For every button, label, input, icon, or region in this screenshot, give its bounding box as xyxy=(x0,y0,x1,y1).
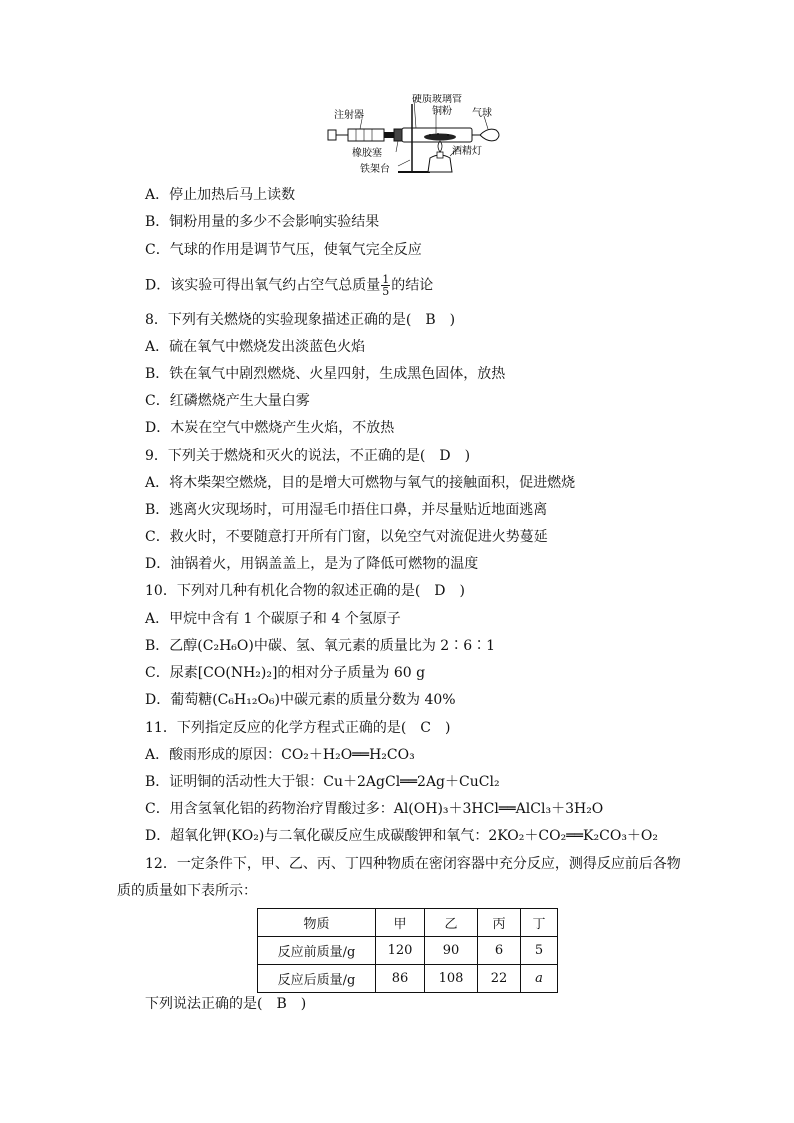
table-cell: 108 xyxy=(425,965,478,993)
table-header-row xyxy=(258,909,558,937)
q11-option-a: A．酸雨形成的原因：CO₂＋H₂O══H₂CO₃ xyxy=(145,747,415,763)
syringe-label: 注射器 xyxy=(334,110,364,121)
mass-table xyxy=(257,908,558,993)
copper-label: 铜粉 xyxy=(432,106,452,117)
q8-option-c: C．红磷燃烧产生大量白雾 xyxy=(145,393,310,409)
q8-option-d: D．木炭在空气中燃烧产生火焰，不放热 xyxy=(145,420,395,436)
q10-stem: 10．下列对几种有机化合物的叙述正确的是( D ) xyxy=(145,583,465,599)
apparatus-diagram xyxy=(318,94,502,180)
q11-option-d: D．超氧化钾(KO₂)与二氧化碳反应生成碳酸钾和氧气：2KO₂＋CO₂══K₂CO₃＋O₂ xyxy=(145,828,659,844)
table-header-cell: 丁 xyxy=(521,909,558,937)
syringe-icon xyxy=(328,129,394,141)
table-cell: 反应前质量/g xyxy=(258,937,376,965)
q7-option-d-text: D．该实验可得出氧气约占空气总质量 xyxy=(145,277,381,294)
alcohol-lamp-icon xyxy=(428,141,452,172)
q12-question: 下列说法正确的是( B ) xyxy=(145,996,307,1012)
q7-option-a: A．停止加热后马上读数 xyxy=(145,187,296,203)
q8-option-b: B．铁在氧气中剧烈燃烧、火星四射，生成黑色固体，放热 xyxy=(145,366,506,382)
q9-option-d: D．油锅着火，用锅盖盖上，是为了降低可燃物的温度 xyxy=(145,556,479,572)
q9-option-b: B．逃离火灾现场时，可用湿毛巾捂住口鼻，并尽量贴近地面逃离 xyxy=(145,502,548,518)
lamp-label: 酒精灯 xyxy=(452,146,482,157)
q11-option-c: C．用含氢氧化铝的药物治疗胃酸过多：Al(OH)₃＋3HCl══AlCl₃＋3H₂O xyxy=(145,801,604,817)
table-cell: 5 xyxy=(521,937,558,965)
table-header-cell: 丙 xyxy=(478,909,521,937)
q7-option-d-tail: 的结论 xyxy=(391,277,434,294)
fraction xyxy=(381,274,390,297)
q7-option-d xyxy=(145,274,433,297)
table-cell: 6 xyxy=(478,937,521,965)
q12-stem-line2: 质的质量如下表所示： xyxy=(117,883,257,899)
balloon-label: 气球 xyxy=(472,108,492,119)
q7-option-b: B．铜粉用量的多少不会影响实验结果 xyxy=(145,214,380,230)
q7-option-c: C．气球的作用是调节气压，使氧气完全反应 xyxy=(145,242,422,258)
q10-option-d: D．葡萄糖(C₆H₁₂O₆)中碳元素的质量分数为 40% xyxy=(145,692,456,708)
fraction-denominator: 5 xyxy=(382,285,390,298)
table-cell: 反应后质量/g xyxy=(258,965,376,993)
q12-stem-line1: 12．一定条件下，甲、乙、丙、丁四种物质在密闭容器中充分反应，测得反应前后各物 xyxy=(145,856,681,872)
stopper-label: 橡胶塞 xyxy=(352,148,382,159)
q10-option-a: A．甲烷中含有 1 个碳原子和 4 个氢原子 xyxy=(145,611,401,627)
table-header-cell: 乙 xyxy=(425,909,478,937)
q9-stem: 9．下列关于燃烧和灭火的说法，不正确的是( D ) xyxy=(145,448,471,464)
q9-option-c: C．救火时，不要随意打开所有门窗，以免空气对流促进火势蔓延 xyxy=(145,529,548,545)
table-header-cell: 物质 xyxy=(258,909,376,937)
q10-option-c: C．尿素[CO(NH₂)₂]的相对分子质量为 60 g xyxy=(145,665,426,681)
table-cell: 120 xyxy=(376,937,425,965)
glass-tube-label: 硬质玻璃管 xyxy=(412,94,462,105)
table-cell: 90 xyxy=(425,937,478,965)
fraction-numerator: 1 xyxy=(382,273,390,286)
balloon-icon xyxy=(480,129,499,141)
q10-option-b: B．乙醇(C₂H₆O)中碳、氢、氧元素的质量比为 2∶6∶1 xyxy=(145,638,496,654)
table-cell: 86 xyxy=(376,965,425,993)
q11-option-b: B．证明铜的活动性大于银：Cu＋2AgCl══2Ag＋CuCl₂ xyxy=(145,774,500,790)
stand-label: 铁架台 xyxy=(360,164,390,175)
table-cell: 22 xyxy=(478,965,521,993)
q9-option-a: A．将木柴架空燃烧，目的是增大可燃物与氧气的接触面积，促进燃烧 xyxy=(145,475,576,491)
q8-option-a: A．硫在氧气中燃烧发出淡蓝色火焰 xyxy=(145,339,366,355)
table-cell: a xyxy=(521,965,558,993)
table-row xyxy=(258,937,558,965)
rubber-stopper-icon xyxy=(394,129,402,141)
q8-stem: 8．下列有关燃烧的实验现象描述正确的是( B ) xyxy=(145,312,456,328)
table-row xyxy=(258,965,558,993)
q11-stem: 11．下列指定反应的化学方程式正确的是( C ) xyxy=(145,720,451,736)
table-header-cell: 甲 xyxy=(376,909,425,937)
